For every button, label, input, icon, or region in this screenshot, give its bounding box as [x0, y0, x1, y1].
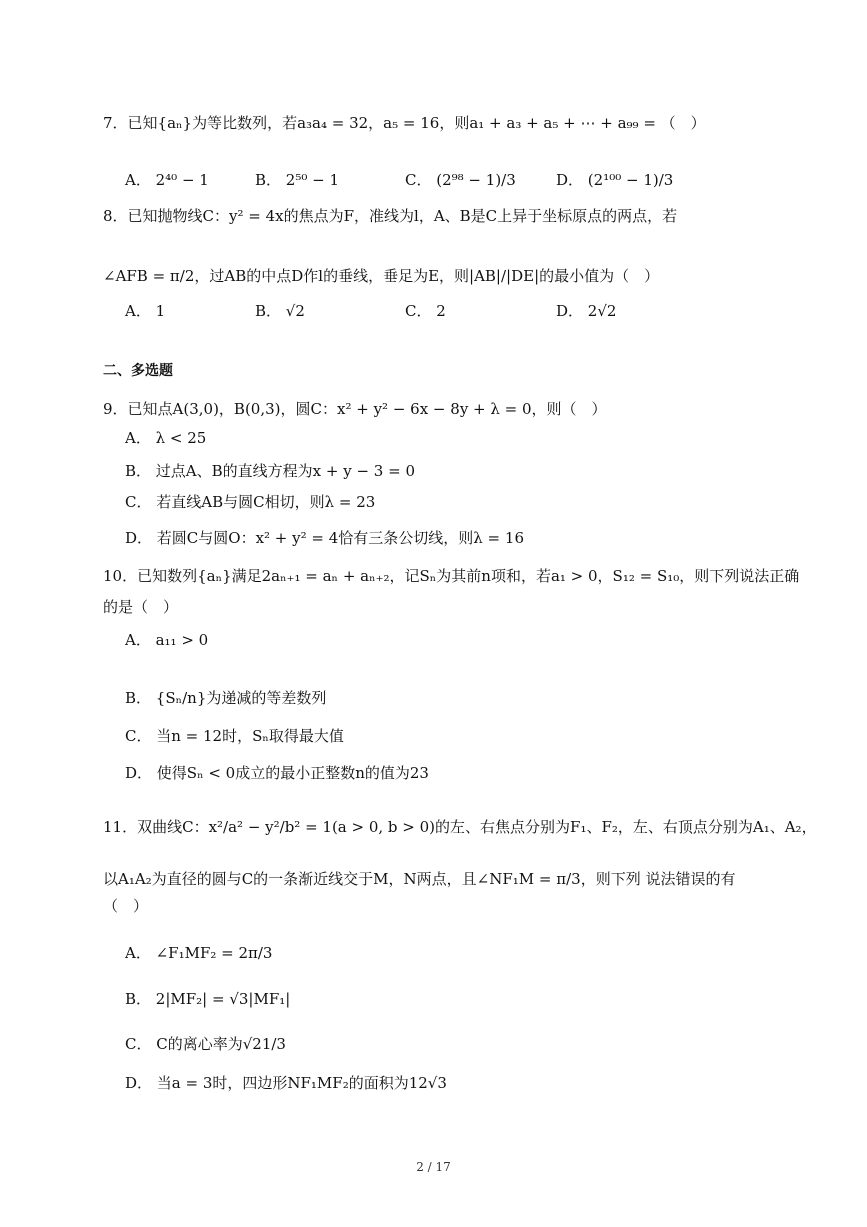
q10-option-b: B． {Sₙ/n}为递减的等差数列 — [125, 689, 327, 707]
q11-option-b: B． 2|MF₂| = √3|MF₁| — [125, 990, 291, 1008]
q11-stem-line2: 以A₁A₂为直径的圆与C的一条渐近线交于M，N两点，且∠NF₁M = π/3，则下列 说法错误的有 — [103, 870, 736, 888]
q10-stem-line2: 的是（ ） — [103, 598, 179, 616]
q8-option-b: B． √2 — [255, 302, 305, 320]
q7-stem: 7．已知{aₙ}为等比数列，若a₃a₄ = 32，a₅ = 16，则a₁ + a₃ + a₅ + ⋯ + a₉₉ = （ ） — [103, 114, 706, 132]
q7-option-b: B． 2⁵⁰ − 1 — [255, 171, 340, 189]
q10-stem-line1: 10．已知数列{aₙ}满足2aₙ₊₁ = aₙ + aₙ₊₂，记Sₙ为其前n项和，若a₁ > 0，S₁₂ = S₁₀，则下列说法正确 — [103, 567, 800, 585]
q10-option-a: A． a₁₁ > 0 — [125, 631, 209, 649]
section-heading: 二、多选题 — [103, 363, 173, 379]
q11-option-a: A． ∠F₁MF₂ = 2π/3 — [125, 944, 273, 962]
q11-option-d: D． 当a = 3时，四边形NF₁MF₂的面积为12√3 — [125, 1074, 447, 1092]
q7-option-c: C． (2⁹⁸ − 1)/3 — [405, 171, 516, 189]
page-number: 2 / 17 — [416, 1160, 451, 1174]
q10-option-d: D． 使得Sₙ < 0成立的最小正整数n的值为23 — [125, 764, 429, 782]
q11-stem-line3: （ ） — [103, 897, 149, 915]
q9-option-b: B． 过点A、B的直线方程为x + y − 3 = 0 — [125, 462, 415, 480]
q8-option-d: D． 2√2 — [556, 302, 617, 320]
q8-stem-line2: ∠AFB = π/2，过AB的中点D作l的垂线，垂足为E，则|AB|/|DE|的最小值为（ ） — [103, 267, 660, 285]
q11-option-c: C． C的离心率为√21/3 — [125, 1035, 286, 1053]
q9-option-d: D． 若圆C与圆O：x² + y² = 4恰有三条公切线，则λ = 16 — [125, 529, 524, 547]
q9-option-c: C． 若直线AB与圆C相切，则λ = 23 — [125, 493, 376, 511]
q8-stem-line1: 8．已知抛物线C：y² = 4x的焦点为F，准线为l，A、B是C上异于坐标原点的两点，若 — [103, 207, 678, 225]
q11-stem-line1: 11．双曲线C：x²/a² − y²/b² = 1(a > 0, b > 0)的左、右焦点分别为F₁、F₂，左、右顶点分别为A₁、A₂， — [103, 818, 817, 836]
q7-option-a: A． 2⁴⁰ − 1 — [125, 171, 209, 189]
q10-option-c: C． 当n = 12时，Sₙ取得最大值 — [125, 727, 344, 745]
q9-option-a: A． λ < 25 — [125, 429, 207, 447]
q9-stem: 9．已知点A(3,0)，B(0,3)，圆C：x² + y² − 6x − 8y + λ = 0，则（ ） — [103, 400, 607, 418]
q8-option-a: A． 1 — [125, 302, 166, 320]
q7-option-d: D． (2¹⁰⁰ − 1)/3 — [556, 171, 674, 189]
q8-option-c: C． 2 — [405, 302, 446, 320]
